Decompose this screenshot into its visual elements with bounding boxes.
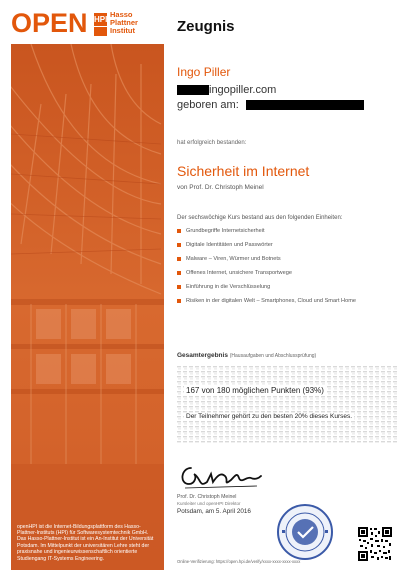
list-item <box>177 269 356 283</box>
list-item <box>177 297 356 311</box>
handwritten-signature <box>177 458 267 497</box>
recipient-name: Ingo Piller <box>177 65 231 79</box>
redaction-bar <box>246 100 364 110</box>
logo-open-text: OPEN <box>11 8 88 38</box>
bullet <box>177 257 181 261</box>
units-intro: Der sechswöchige Kurs bestand aus den folgenden Einheiten: <box>177 215 343 221</box>
units-list <box>177 227 356 311</box>
signer-role: Kursleiter und openHPI Direktor <box>177 501 241 506</box>
redaction-bar <box>177 85 209 95</box>
course-professor: von Prof. Dr. Christoph Meinel <box>177 184 264 191</box>
sidebar-description: openHPI ist die Internet-Bildungsplattform des Hasso-Plattner-Instituts (HPI) für Softwaresystemtechnik GmbH. Das Hasso-Plattner-Institut ist ein An-Institut der Universität Potsdam. Im Mittelpunkt der universitären Lehre steht der praxisnahe und ingenieurwissenschaftlich orientierte Studiengang IT-Systems Engineering. <box>17 523 154 562</box>
unit-label: Offenes Internet, unsichere Transportwege <box>186 270 292 276</box>
unit-label: Risiken in der digitalen Welt – Smartphones, Cloud und Smart Home <box>186 298 356 304</box>
pattern-graphic <box>177 365 397 443</box>
unit-label: Einführung in die Verschlüsselung <box>186 284 271 290</box>
result-label-text: Gesamtergebnis <box>177 352 228 359</box>
result-label-note: (Hausaufgaben und Abschlussprüfung) <box>229 353 317 359</box>
verification-qr-code <box>357 526 393 562</box>
passed-label: hat erfolgreich bestanden: <box>177 140 247 146</box>
logo-hpi-box: HPI <box>94 15 108 24</box>
course-title: Sicherheit im Internet <box>177 163 310 179</box>
logo-subtitle <box>110 11 138 35</box>
bullet <box>177 271 181 275</box>
top-percent-text: Der Teilnehmer gehört zu den besten 20% dieses Kurses. <box>186 413 353 420</box>
unit-label: Digitale Identitäten und Passwörter <box>186 242 273 248</box>
email-text: ingopiller.com <box>209 83 277 96</box>
signature-graphic <box>177 458 267 492</box>
list-item <box>177 241 356 255</box>
document-title: Zeugnis <box>177 18 235 35</box>
stamp-graphic <box>276 503 334 561</box>
logo-hpi-box-lower <box>94 27 107 36</box>
score-background-pattern <box>177 365 397 443</box>
signer-name: Prof. Dr. Christoph Meinel <box>177 494 237 500</box>
bullet <box>177 229 181 233</box>
recipient-birthdate <box>177 96 364 111</box>
building-photo <box>11 44 164 570</box>
result-label <box>177 352 316 359</box>
logo-subtitle-line-3: Institut <box>110 26 135 35</box>
list-item <box>177 283 356 297</box>
recipient-email <box>177 81 277 96</box>
list-item <box>177 227 356 241</box>
sidebar-photo-panel <box>11 44 164 570</box>
logo-subtitle-line-1: Hasso <box>110 10 133 19</box>
bullet <box>177 285 181 289</box>
list-item <box>177 255 356 269</box>
bullet <box>177 299 181 303</box>
logo-subtitle-line-2: Plattner <box>110 18 138 27</box>
bullet <box>177 243 181 247</box>
place-date: Potsdam, am 5. April 2016 <box>177 508 251 515</box>
qr-graphic <box>357 526 393 562</box>
score-text: 167 von 180 möglichen Punkten (93%) <box>186 386 324 395</box>
unit-label: Malware – Viren, Würmer und Botnets <box>186 256 281 262</box>
certification-stamp <box>276 503 334 561</box>
birth-label: geboren am: <box>177 98 239 111</box>
unit-label: Grundbegriffe Internetsicherheit <box>186 228 265 234</box>
verification-footer: Online-Verifizierung: https://open.hpi.de/verify/xxxx-xxxx-xxxx-xxxx <box>177 559 301 564</box>
